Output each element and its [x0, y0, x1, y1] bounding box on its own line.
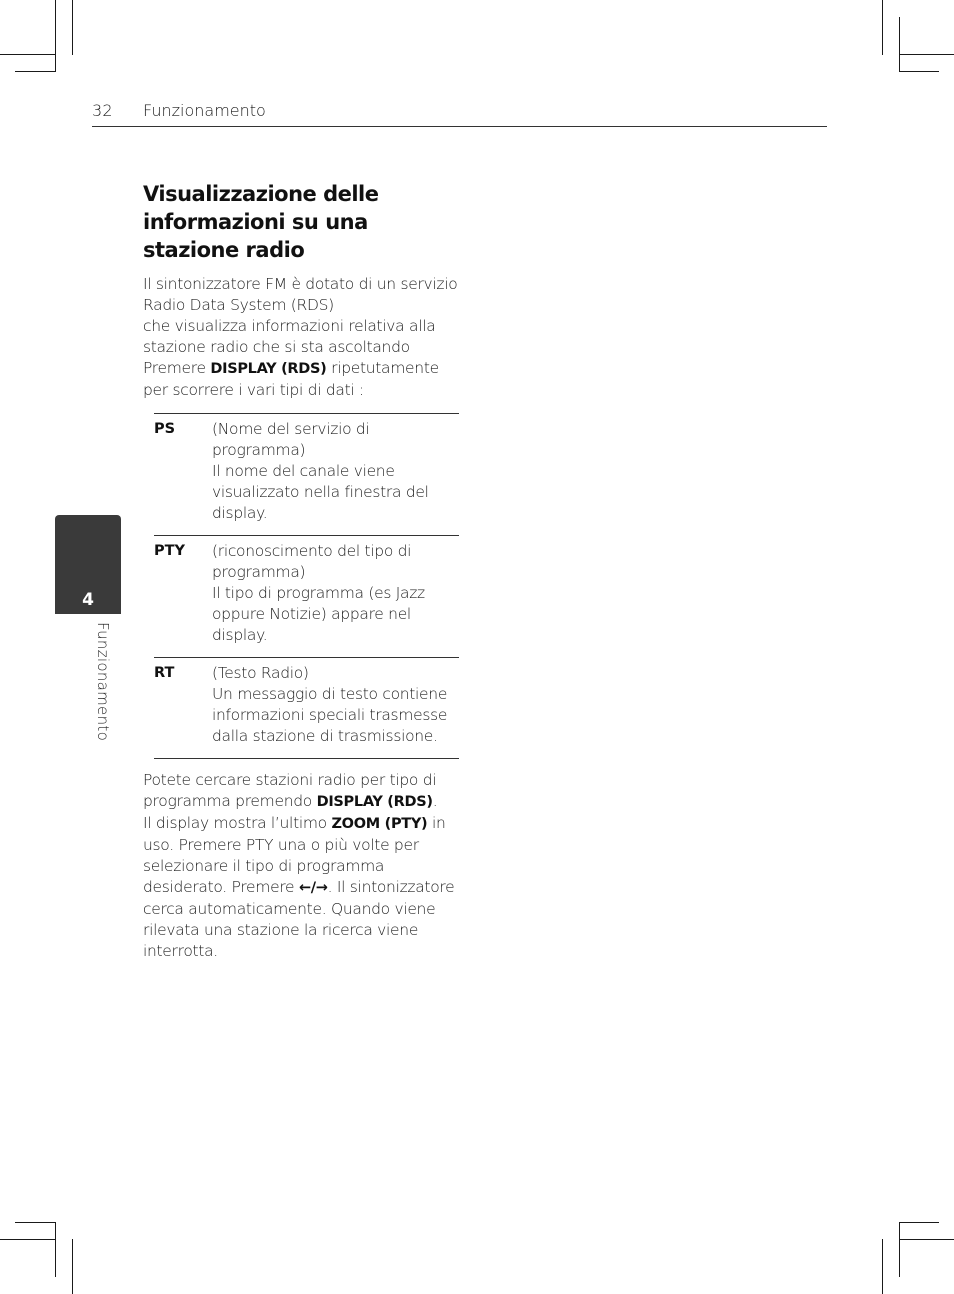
intro-line: che visualizza informazioni relativa alla stazione radio che si sta ascoltando — [143, 317, 436, 356]
intro-line: Il sintonizzatore FM è dotato di un servizio Radio Data System (RDS) — [143, 275, 458, 314]
outro-sentence — [143, 813, 465, 962]
rds-code: RT — [154, 665, 175, 681]
outro-sentence — [143, 770, 465, 813]
chapter-tab — [55, 515, 121, 614]
rds-title: (Nome del servizio di programma) — [212, 420, 370, 459]
left-right-arrows-icon: ←/→ — [298, 880, 328, 896]
crop-mark — [0, 54, 55, 55]
zoom-pty-key: ZOOM (PTY) — [331, 816, 428, 832]
outro-text: in uso. Premere PTY una o più volte per selezionare il tipo di programma desiderato. Premere — [143, 814, 446, 896]
crop-mark — [15, 71, 55, 72]
outro-paragraph — [143, 770, 465, 962]
crop-mark — [15, 1222, 55, 1223]
rds-description — [212, 418, 459, 524]
main-content — [143, 180, 465, 962]
rds-text: Il tipo di programma (es Jazz oppure Notizie) appare nel display. — [212, 584, 425, 644]
outro-text: Potete cercare stazioni radio per tipo di programma premendo — [143, 771, 437, 810]
chapter-side-label: Funzionamento — [94, 622, 112, 742]
crop-mark — [72, 0, 73, 55]
header-section-name: Funzionamento — [143, 101, 266, 120]
crop-mark — [899, 17, 900, 72]
crop-mark — [899, 1222, 939, 1223]
crop-mark — [55, 0, 56, 72]
display-rds-key: DISPLAY (RDS) — [210, 361, 327, 377]
crop-mark — [55, 1222, 56, 1277]
intro-paragraph — [143, 274, 465, 401]
rds-text: Un messaggio di testo contiene informazioni speciali trasmesse dalla stazione di trasmissione. — [212, 685, 448, 745]
outro-text: Il display mostra l’ultimo — [143, 814, 332, 832]
intro-line — [143, 358, 465, 401]
rds-code: PTY — [154, 543, 186, 559]
crop-mark — [72, 1239, 73, 1294]
page-header — [92, 101, 827, 127]
rds-table — [154, 413, 459, 759]
rds-description — [212, 662, 459, 747]
crop-mark — [0, 1239, 55, 1240]
rds-text: Il nome del canale viene visualizzato nella finestra del display. — [212, 462, 429, 522]
table-row — [154, 658, 459, 759]
outro-text: . Il sintonizzatore cerca automaticamente. Quando viene rilevata una stazione la ricerca viene interrotta. — [143, 878, 455, 960]
crop-mark — [899, 1239, 954, 1240]
rds-title: (riconoscimento del tipo di programma) — [212, 542, 412, 581]
rds-code: PS — [154, 421, 176, 437]
table-row — [154, 536, 459, 658]
chapter-number: 4 — [82, 590, 94, 610]
rds-title: (Testo Radio) — [212, 664, 309, 682]
outro-text: . — [432, 792, 438, 810]
crop-mark — [882, 1239, 883, 1294]
intro-text: ripetutamente per scorrere i vari tipi di dati : — [143, 359, 439, 399]
intro-text: Premere — [143, 359, 211, 377]
page-number: 32 — [92, 101, 113, 120]
crop-mark — [882, 0, 883, 55]
section-title: Visualizzazione delle informazioni su una stazione radio — [143, 182, 379, 262]
display-rds-key: DISPLAY (RDS) — [316, 794, 433, 810]
rds-description — [212, 540, 459, 646]
crop-mark — [899, 1222, 900, 1277]
table-row — [154, 414, 459, 536]
crop-mark — [899, 54, 954, 55]
crop-mark — [899, 71, 939, 72]
